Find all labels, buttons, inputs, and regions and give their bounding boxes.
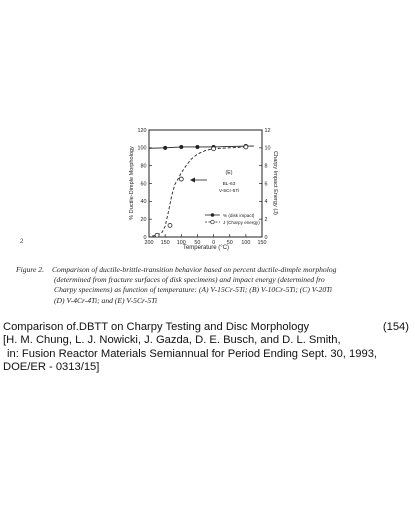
y-tick-label: 120 <box>137 127 147 134</box>
y-tick-label: 100 <box>137 145 147 152</box>
reference-authors: [H. M. Chung, L. J. Nowicki, J. Gazda, D. E. Busch, and D. L. Smith, <box>3 334 341 347</box>
left-y-axis-ticks <box>138 128 153 241</box>
x-tick-label: 150 <box>160 240 170 246</box>
y2-tick-label: 10 <box>264 145 271 152</box>
x-tick-label: 100 <box>176 240 186 246</box>
reference-report: DOE/ER - 0313/15] <box>3 360 100 373</box>
stray-mark: 2 <box>20 239 24 245</box>
y2-tick-label: 8 <box>264 163 268 170</box>
legend-label-disk: % (disk impact) <box>223 213 255 218</box>
y2-tick-label: 12 <box>264 127 271 134</box>
annotation-specimen: BL-63 <box>222 182 236 187</box>
y-tick-label: 60 <box>140 181 147 188</box>
reference-source: in: Fusion Reactor Materials Semiannual for Period Ending Sept. 30, 1993, <box>7 347 378 360</box>
charpy-energy-point <box>155 233 159 237</box>
legend-filled-marker <box>211 213 215 217</box>
y2-tick-label: 0 <box>264 234 268 241</box>
slide-title: Comparison of.DBTT on Charpy Testing and Disc Morphology <box>3 321 310 333</box>
right-y-axis-ticks <box>259 128 271 241</box>
slide-text <box>3 321 413 374</box>
disk-impact-point <box>179 145 183 149</box>
charpy-energy-point <box>212 147 216 151</box>
x-tick-label: 50 <box>226 240 233 246</box>
right-y-axis-label: Charpy Impact Energy (J) <box>272 151 278 215</box>
legend-open-marker <box>211 220 215 224</box>
x-tick-label: 150 <box>257 240 267 246</box>
page-number: (154) <box>382 321 409 333</box>
caption-line-2: (determined from fracture surfaces of disk specimens) and impact energy (determined fro <box>54 275 325 285</box>
caption-line-3: Charpy specimens) as function of temperature: (A) V-15Cr-5Ti; (B) V-10Cr-5Ti; (C) V-20Ti <box>54 285 333 295</box>
legend-label-charpy: J (Charpy energy) <box>223 220 260 225</box>
x-tick-label: 0 <box>212 240 216 246</box>
arrow-annotation <box>190 178 207 183</box>
y-tick-label: 20 <box>140 216 147 223</box>
left-y-axis-label: % Ductile-Dimple Morphology <box>129 146 135 220</box>
disk-impact-point <box>195 145 199 149</box>
y-tick-label: 40 <box>140 199 147 206</box>
y2-tick-label: 6 <box>264 181 268 188</box>
charpy-energy-point <box>244 145 248 149</box>
caption-line-1-text: Comparison of ductile-brittle-transition behavior based on percent ductile-dimple morpholog <box>51 265 337 274</box>
y-tick-label: 0 <box>143 234 147 241</box>
caption-line-4: (D) V-4Cr-4Ti; and (E) V-5Cr-5Ti <box>54 295 158 305</box>
y-tick-label: 80 <box>140 163 147 170</box>
annotation-alloy: V-5Cr-5Ti <box>218 189 240 194</box>
disk-impact-point <box>163 146 167 150</box>
x-tick-label: 200 <box>144 240 154 246</box>
charpy-energy-point <box>179 177 183 181</box>
x-tick-label: 50 <box>194 240 201 246</box>
caption-line-1 <box>16 265 414 275</box>
figure-caption <box>16 265 414 306</box>
x-tick-label: 100 <box>241 240 251 246</box>
x-axis-label: Temperature (°C) <box>182 245 230 251</box>
y2-tick-label: 4 <box>264 199 268 206</box>
legend <box>205 213 260 225</box>
y2-tick-label: 2 <box>264 216 268 223</box>
annotation-label-e: (E) <box>225 170 233 176</box>
charpy-energy-point <box>168 223 172 227</box>
caption-figure-label: Figure 2. <box>16 265 44 274</box>
